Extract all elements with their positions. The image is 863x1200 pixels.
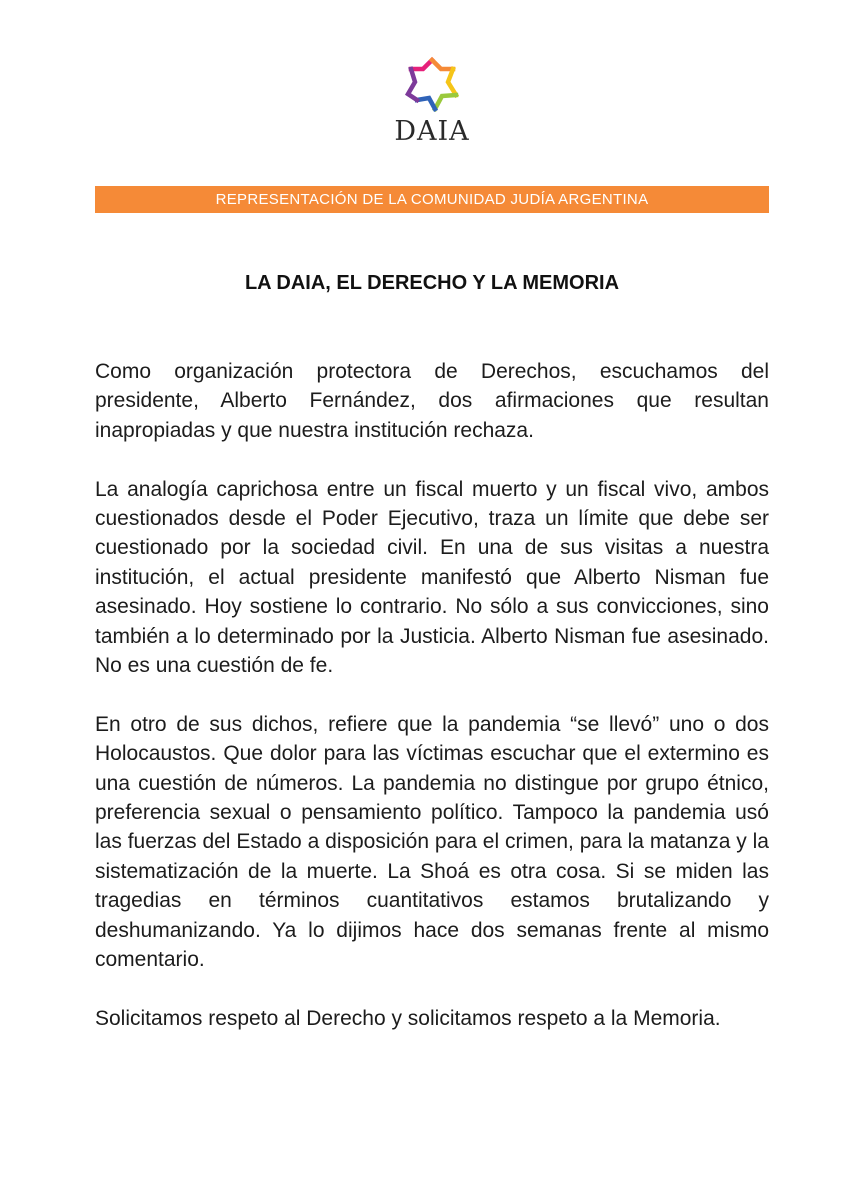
paragraph: Como organización protectora de Derechos, escuchamos del presidente, Alberto Fernández, dos afirmaciones que resultan inapropiadas y que nuestra institución rechaza. (95, 360, 769, 442)
logo-wordmark: DAIA (394, 116, 470, 147)
daia-logo (380, 56, 484, 148)
paragraph: Solicitamos respeto al Derecho y solicitamos respeto a la Memoria. (95, 1006, 721, 1030)
banner-tagline: REPRESENTACIÓN DE LA COMUNIDAD JUDÍA ARGENTINA (95, 186, 769, 213)
page-title: LA DAIA, EL DERECHO Y LA MEMORIA (244, 272, 620, 294)
paragraph: En otro de sus dichos, refiere que la pandemia “se llevó” uno o dos Holocaustos. Que dolor para las víctimas escuchar que el extermino es una cuestión de números. La pandemia no distingue por grupo étnico, preferencia sexual o pensamiento político. Tampoco la pandemia usó las fuerzas del Estado a disposición para el crimen, para la matanza y la sistematización de la muerte. La Shoá es otra cosa. Si se miden las tragedias en términos cuantitativos estamos brutalizando y deshumanizando. Ya lo dijimos hace dos semanas frente al mismo comentario. (95, 712, 769, 972)
paragraph: La analogía caprichosa entre un fiscal muerto y un fiscal vivo, ambos cuestionados desde el Poder Ejecutivo, traza un límite que debe ser cuestionado por la sociedad civil. En una de sus visitas a nuestra institución, el actual presidente manifestó que Alberto Nisman fue asesinado. Hoy sostiene lo contrario. No sólo a sus convicciones, sino también a lo determinado por la Justicia. Alberto Nisman fue asesinado. No es una cuestión de fe. (95, 477, 769, 678)
six-pointed-star-icon (402, 56, 462, 116)
statement-body (95, 357, 769, 1063)
